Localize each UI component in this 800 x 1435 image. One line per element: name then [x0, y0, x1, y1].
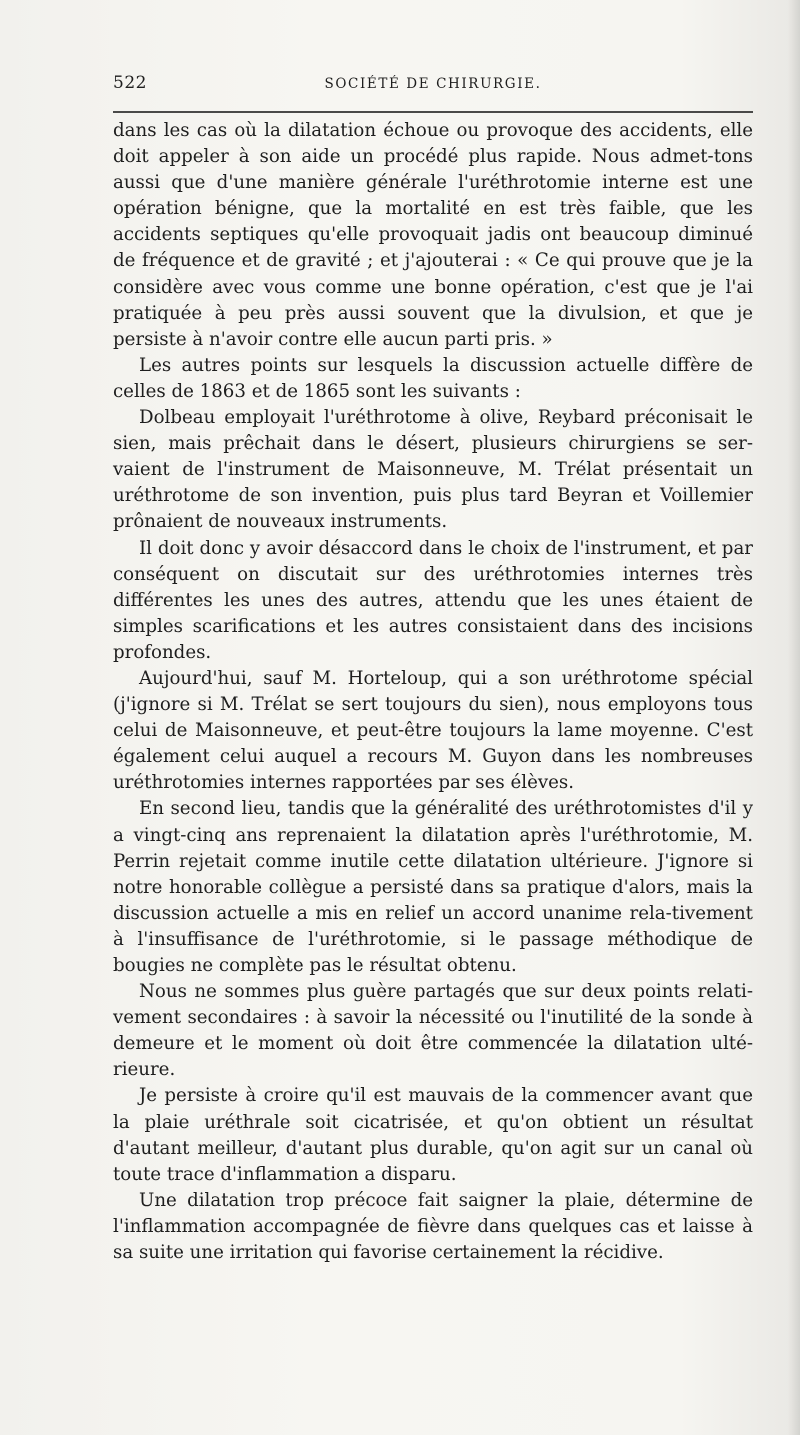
- paragraph-8: Je persiste à croire qu'il est mauvais de la commencer avant que la plaie uréthrale soit cicatrisée, et qu'on obtient un résultat d'autant meilleur, d'autant plus durable, qu'on agit sur un canal où toute trace d'inflammation a disparu.: [113, 1085, 753, 1185]
- running-title: SOCIÉTÉ DE CHIRURGIE.: [324, 76, 542, 92]
- paragraph-4: Il doit donc y avoir désaccord dans le choix de l'instrument, et par conséquent on discutait sur des uréthrotomies internes très différentes les unes des autres, attendu que les unes étaient de simples scarifications et les autres consistaient dans des incisions profondes.: [113, 537, 753, 663]
- paragraph-1: dans les cas où la dilatation échoue ou provoque des accidents, elle doit appeler à son aide un procédé plus rapide. Nous admet-tons aussi que d'une manière générale l'uréthrotomie interne est une opération bénigne, que la mortalité en est très faible, que les accidents septiques qu'elle provoquait jadis ont beaucoup diminué de fréquence et de gravité ; et j'ajouterai : « Ce qui prouve que je la considère avec vous comme une bonne opération, c'est que je l'ai pratiquée à peu près aussi souvent que la divulsion, et que je persiste à n'avoir contre elle aucun parti pris. »: [113, 120, 753, 350]
- paragraph-2: Les autres points sur lesquels la discussion actuelle diffère de celles de 1863 et de 1865 sont les suivants :: [113, 354, 753, 402]
- page-edge-shadow: [788, 0, 800, 1435]
- paragraph-6: En second lieu, tandis que la généralité des uréthrotomistes d'il y a vingt-cinq ans reprenaient la dilatation après l'uréthrotomie, M. Perrin rejetait comme inutile cette dilatation ultérieure. J'ignore si notre honorable collègue a persisté dans sa pratique d'alors, mais la discussion actuelle a mis en relief un accord unanime rela-tivement à l'insuffisance de l'uréthrotomie, si le passage méthodique de bougies ne complète pas le résultat obtenu.: [113, 798, 753, 976]
- paragraph-5: Aujourd'hui, sauf M. Horteloup, qui a son uréthrotome spécial (j'ignore si M. Trélat se sert toujours du sien), nous employons tous celui de Maisonneuve, et peut-être toujours la lame moyenne. C'est également celui auquel a recours M. Guyon dans les nombreuses uréthrotomies internes rapportées par ses élèves.: [113, 667, 753, 794]
- paragraph-9: Une dilatation trop précoce fait saigner la plaie, détermine de l'inflammation accompagnée de fièvre dans quelques cas et laisse à sa suite une irritation qui favorise certainement la récidive.: [113, 1189, 753, 1264]
- paragraph-3: Dolbeau employait l'uréthrotome à olive, Reybard préconisait le sien, mais prêchait dans le désert, plusieurs chirurgiens se ser-vaient de l'instrument de Maisonneuve, M. Trélat présentait un uréthrotome de son invention, puis plus tard Beyran et Voillemier prônaient de nouveaux instruments.: [113, 407, 753, 533]
- header-rule: [113, 111, 753, 113]
- page-number: 522: [113, 73, 147, 93]
- page-header: [113, 73, 753, 103]
- body-text: [113, 118, 753, 1266]
- paragraph-7: Nous ne sommes plus guère partagés que sur deux points relati-vement secondaires : à savoir la nécessité ou l'inutilité de la sonde à demeure et le moment où doit être commencée la dilatation ulté-rieure.: [113, 981, 753, 1081]
